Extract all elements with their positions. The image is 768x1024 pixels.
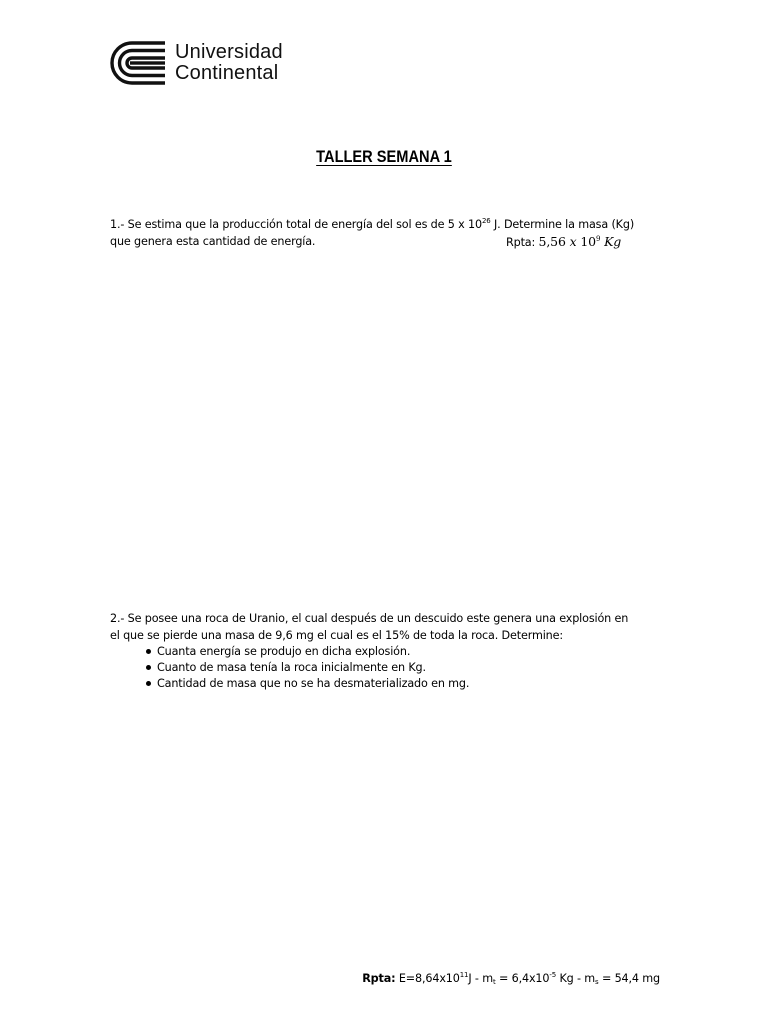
question-1-line-2: que genera esta cantidad de energía. Rpta: 5,56 x $10^9$ Kg [110,234,622,249]
page-title: TALLER SEMANA 1 [316,147,452,166]
question-1-answer: Rpta: 5,56 x $10^9$ Kg [506,234,622,249]
bullet-icon [146,681,151,686]
logo-line-1: Universidad [175,41,283,63]
university-logo [108,40,283,86]
logo-line-2: Continental [175,62,279,84]
logo-wordmark [175,42,283,84]
question-1-line-1: 1.- Se estima que la producción total de energía del sol es de 5 x $10^{26}$ J. Determine la masa (Kg) [110,217,635,231]
question-2-answer: Rpta: $E=8,64x10^{11}J - m_t = 6,4x10^{-5}$ $Kg - m_s = 54,4$ mg [362,971,660,986]
question-2-line-1: 2.- Se posee una roca de Uranio, el cual después de un descuido este genera una explosión en [110,612,629,625]
bullet-icon [146,665,151,670]
question-2 [110,610,670,692]
bullet-icon [146,649,151,654]
question-2-list [110,644,670,692]
continental-logo-icon [108,41,166,85]
question-2-line-2: el que se pierde una masa de 9,6 mg el cual es el 15% de toda la roca. Determine: [110,629,563,642]
list-item: Cuanto de masa tenía la roca inicialmente en Kg. [146,660,670,676]
list-item: Cuanta energía se produjo en dicha explosión. [146,644,670,660]
question-1 [110,216,670,250]
list-item: Cantidad de masa que no se ha desmaterializado en mg. [146,676,670,692]
answer-formula: 5,56 x $10^9$ Kg [538,234,622,249]
